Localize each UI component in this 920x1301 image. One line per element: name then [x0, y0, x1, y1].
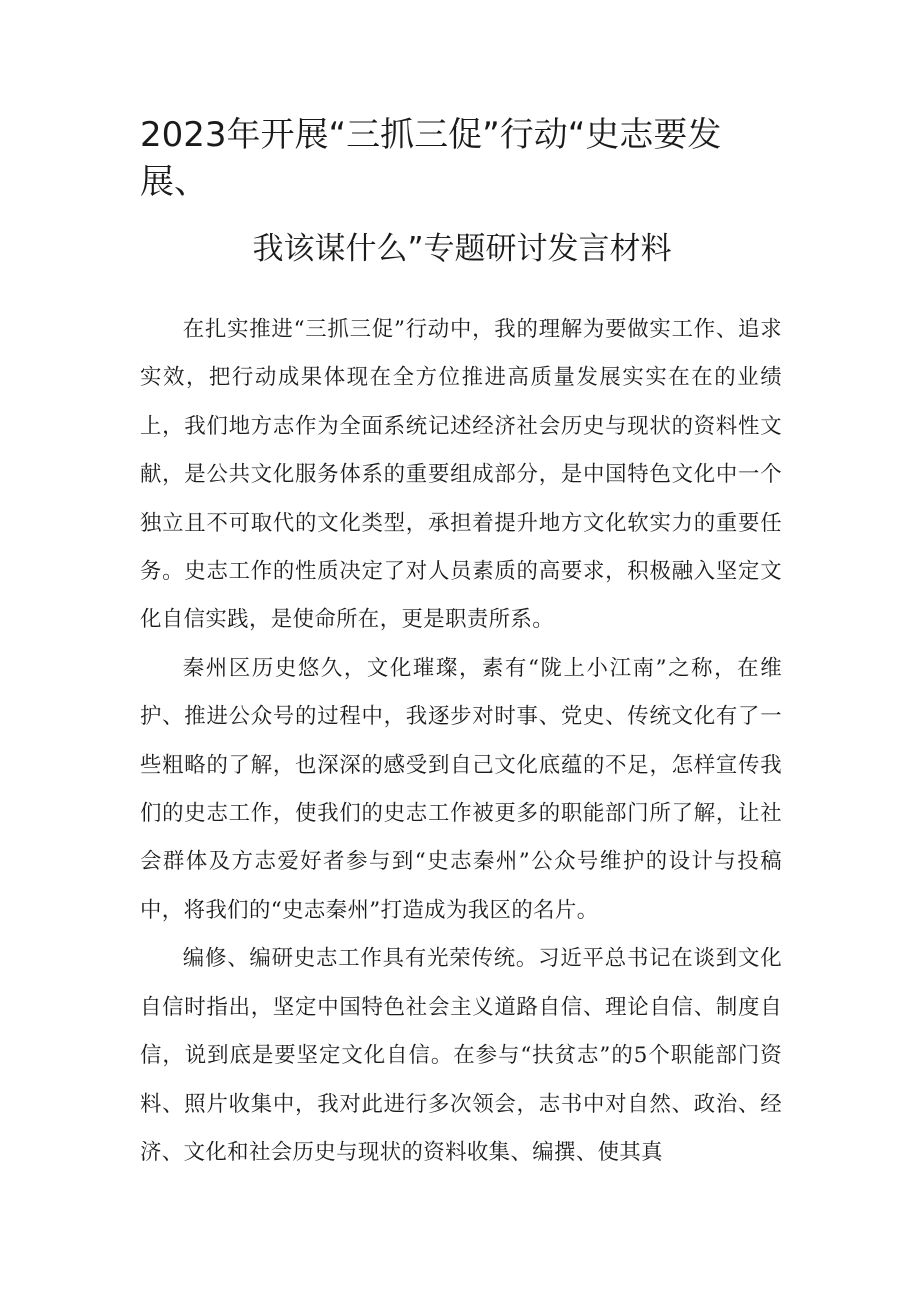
- document-body: [140, 306, 782, 1177]
- document-title-line-2: 我该谋什么”专题研讨发言材料: [252, 231, 672, 267]
- body-paragraph-1: 在扎实推进“三抓三促”行动中，我的理解为要做实工作、追求实效，把行动成果体现在全方位推进高质量发展实实在在的业绩上，我们地方志作为全面系统记述经济社会历史与现状的资料性文献，是公共文化服务体系的重要组成部分，是中国特色文化中一个独立且不可取代的文化类型，承担着提升地方文化软实力的重要任务。史志工作的性质决定了对人员素质的高要求，积极融入坚定文化自信实践，是使命所在，更是职责所系。: [140, 317, 782, 633]
- document-title-line-1: 2023年开展“三抓三促”行动“史志要发展、: [140, 115, 722, 202]
- body-paragraph-3: 编修、编研史志工作具有光荣传统。习近平总书记在谈到文化自信时指出，坚定中国特色社会主义道路自信、理论自信、制度自信，说到底是要坚定文化自信。在参与“扶贫志”的5个职能部门资料、照片收集中，我对此进行多次领会，志书中对自然、政治、经济、文化和社会历史与现状的资料收集、编撰、使其真: [140, 946, 782, 1165]
- body-paragraph-2: 秦州区历史悠久，文化璀璨，素有“陇上小江南”之称，在维护、推进公众号的过程中，我逐步对时事、党史、传统文化有了一些粗略的了解，也深深的感受到自己文化底蕴的不足，怎样宣传我们的史志工作，使我们的史志工作被更多的职能部门所了解，让社会群体及方志爱好者参与到“史志秦州”公众号维护的设计与投稿中，将我们的“史志秦州”打造成为我区的名片。: [140, 655, 782, 923]
